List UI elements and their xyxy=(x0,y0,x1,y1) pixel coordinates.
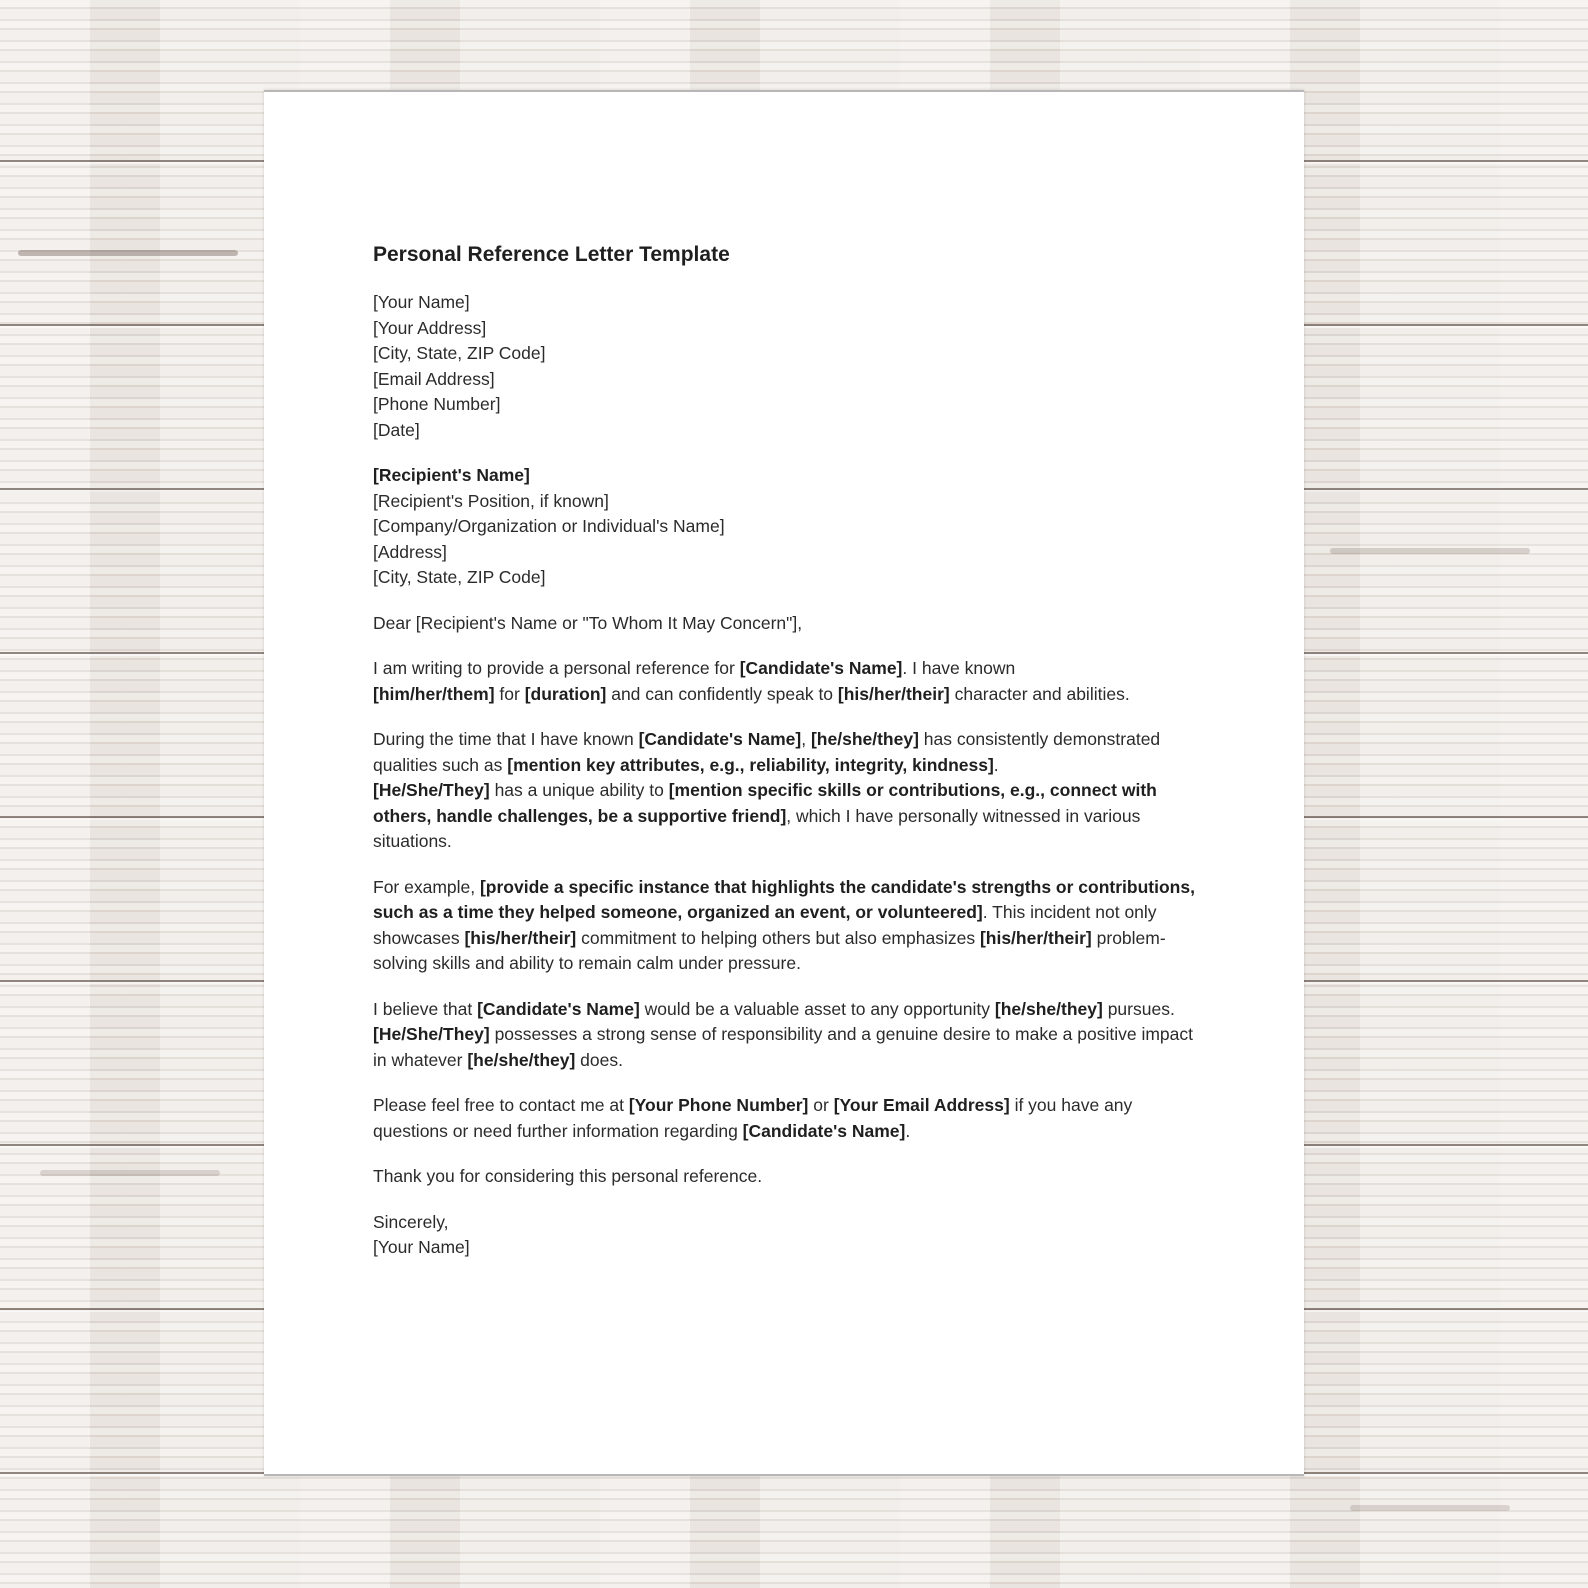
paragraph-example xyxy=(373,875,1203,977)
text-run: pursues. xyxy=(1102,998,1175,1019)
placeholder-bold: [his/her/their] xyxy=(979,927,1092,948)
recipient-position: [Recipient's Position, if known] xyxy=(373,490,609,511)
text-run: has a unique ability to xyxy=(489,780,669,800)
paragraph-belief xyxy=(373,997,1203,1074)
wood-grain xyxy=(40,1170,220,1176)
placeholder-bold: [Candidate's Name] xyxy=(739,658,903,678)
placeholder-bold: [Candidate's Name] xyxy=(477,998,640,1019)
text-run: . xyxy=(993,754,999,775)
placeholder-bold: [his/her/their] xyxy=(837,683,950,704)
placeholder-bold: [him/her/them] xyxy=(373,683,495,704)
letter-content xyxy=(373,242,1203,1261)
text-run: for xyxy=(494,683,525,704)
wood-grain xyxy=(18,250,238,256)
placeholder-bold: [provide a specific instance that highlights the candidate's strengths or contributions, such as a time they helped someone, organized an event, or volunteered] xyxy=(373,876,1195,922)
salutation: Dear [Recipient's Name or "To Whom It May Concern"], xyxy=(373,612,803,633)
text-run: . I have known xyxy=(902,658,1016,678)
document-title: Personal Reference Letter Template xyxy=(373,243,730,266)
placeholder-bold: [duration] xyxy=(524,683,607,704)
sender-phone: [Phone Number] xyxy=(373,394,501,414)
text-run: character and abilities. xyxy=(949,683,1130,704)
text-run: and can confidently speak to xyxy=(606,683,838,704)
sender-address-block xyxy=(373,290,1203,443)
text-run: . This incident not only showcases xyxy=(373,902,1157,948)
text-run: if you have any questions or need further information regarding xyxy=(373,1095,1133,1141)
text-run: has consistently demonstrated qualities such as xyxy=(373,729,1161,775)
placeholder-bold: [Your Phone Number] xyxy=(628,1095,809,1115)
placeholder-bold: [He/She/They] xyxy=(373,1024,490,1044)
wood-grain xyxy=(1330,548,1530,554)
closing-block xyxy=(373,1210,1203,1261)
placeholder-bold: [mention specific skills or contributions, e.g., connect with others, handle challenges, be a supportive friend] xyxy=(373,780,1157,826)
placeholder-bold: [Your Email Address] xyxy=(833,1095,1010,1115)
placeholder-bold: [he/she/they] xyxy=(810,729,919,749)
paragraph-qualities xyxy=(373,727,1203,855)
letter-date: [Date] xyxy=(373,419,420,440)
text-run: possesses a strong sense of responsibility and a genuine desire to make a positive impact in whatever xyxy=(373,1024,1194,1070)
sender-name: [Your Name] xyxy=(373,292,470,312)
text-run: For example, xyxy=(373,876,480,897)
text-run: commitment to helping others but also emphasizes xyxy=(576,927,980,948)
wood-grain xyxy=(1350,1505,1510,1511)
signature-name: [Your Name] xyxy=(373,1237,470,1257)
text-run: , which I have personally witnessed in various situations. xyxy=(373,805,1141,851)
recipient-organization: [Company/Organization or Individual's Name] xyxy=(373,516,725,536)
paragraph-thanks: Thank you for considering this personal reference. xyxy=(373,1166,763,1186)
text-run: does. xyxy=(575,1049,623,1070)
sender-city: [City, State, ZIP Code] xyxy=(373,343,546,363)
paragraph-introduction xyxy=(373,656,1203,707)
placeholder-bold: [he/she/they] xyxy=(467,1049,576,1070)
placeholder-bold: [He/She/They] xyxy=(373,780,490,800)
text-run: I believe that xyxy=(373,998,478,1019)
text-run: would be a valuable asset to any opportunity xyxy=(639,998,995,1019)
placeholder-bold: [he/she/they] xyxy=(994,998,1103,1019)
recipient-name: [Recipient's Name] xyxy=(373,465,530,485)
text-run: Please feel free to contact me at xyxy=(373,1095,629,1115)
recipient-address: [Address] xyxy=(373,541,447,562)
text-run: or xyxy=(808,1095,834,1115)
closing: Sincerely, xyxy=(373,1211,449,1232)
text-run: , xyxy=(801,729,811,749)
sender-email: [Email Address] xyxy=(373,368,495,389)
placeholder-bold: [Candidate's Name] xyxy=(742,1120,906,1141)
placeholder-bold: [his/her/their] xyxy=(464,927,577,948)
letter-page xyxy=(264,90,1304,1476)
paragraph-contact xyxy=(373,1093,1203,1144)
text-run: During the time that I have known xyxy=(373,729,639,749)
placeholder-bold: [Candidate's Name] xyxy=(638,729,802,749)
text-run: I am writing to provide a personal reference for xyxy=(373,658,740,678)
text-run: problem-solving skills and ability to remain calm under pressure. xyxy=(373,927,1166,973)
text-run: . xyxy=(905,1120,911,1141)
placeholder-bold: [mention key attributes, e.g., reliability, integrity, kindness] xyxy=(507,754,994,775)
recipient-city: [City, State, ZIP Code] xyxy=(373,567,546,587)
sender-address: [Your Address] xyxy=(373,317,487,338)
recipient-address-block xyxy=(373,463,1203,591)
